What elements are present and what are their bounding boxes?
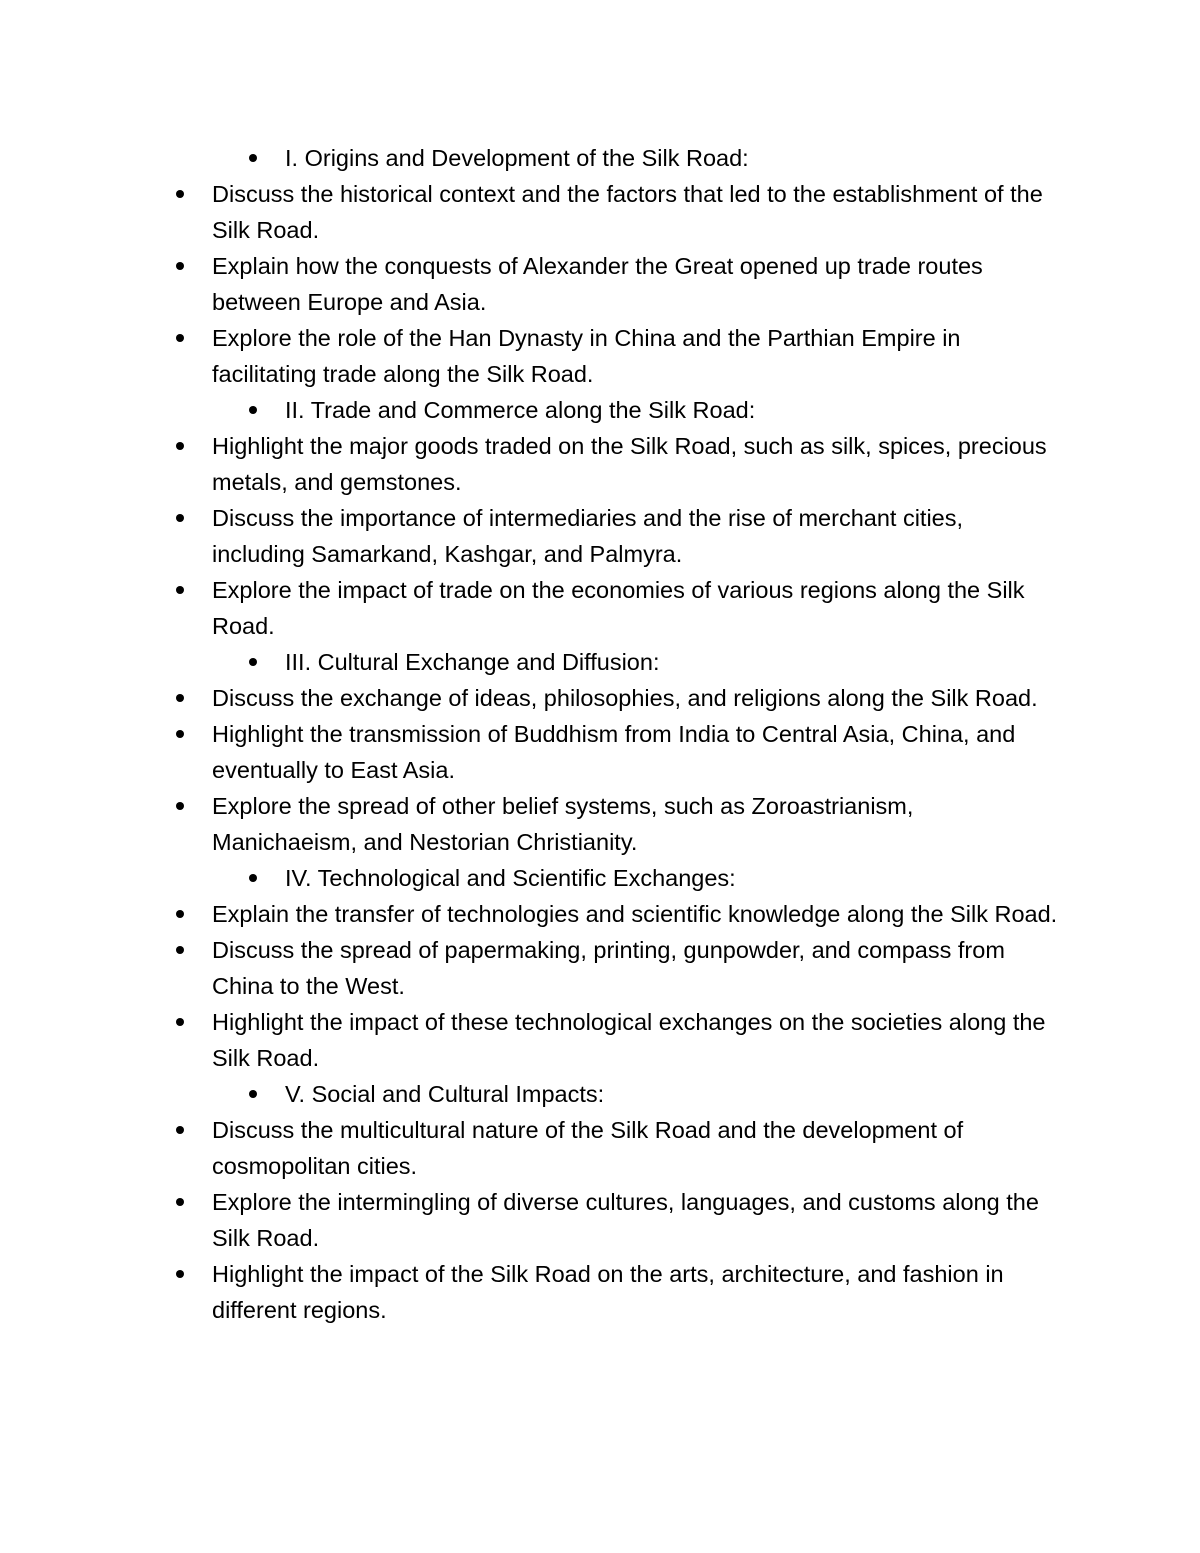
bullet-list-item <box>0 428 1062 500</box>
bullet-icon <box>249 658 257 666</box>
bullet-icon <box>249 154 257 162</box>
item-text: Explain the transfer of technologies and scientific knowledge along the Silk Road. <box>212 901 1058 927</box>
bullet-icon <box>176 1270 184 1278</box>
item-text: Highlight the impact of these technological exchanges on the societies along the Silk Road. <box>212 1009 1046 1071</box>
bullet-icon <box>176 262 184 270</box>
bullet-list-item <box>0 788 1062 860</box>
bullet-list-item <box>0 1004 1062 1076</box>
section-heading-item <box>0 1076 1085 1112</box>
bullet-icon <box>176 586 184 594</box>
item-text: III. Cultural Exchange and Diffusion: <box>285 649 660 675</box>
item-text: IV. Technological and Scientific Exchanges: <box>285 865 736 891</box>
bullet-list-item <box>0 680 1062 716</box>
bullet-icon <box>176 514 184 522</box>
bullet-icon <box>249 1090 257 1098</box>
item-text: Highlight the transmission of Buddhism from India to Central Asia, China, and eventually to East Asia. <box>212 721 1016 783</box>
bullet-icon <box>176 694 184 702</box>
bullet-icon <box>176 1126 184 1134</box>
bullet-icon <box>176 802 184 810</box>
bullet-list-item <box>0 1256 1062 1328</box>
section-heading-item <box>0 644 1085 680</box>
section-heading-item <box>0 140 1085 176</box>
item-text: Discuss the historical context and the factors that led to the establishment of the Silk Road. <box>212 181 1043 243</box>
item-text: Discuss the exchange of ideas, philosophies, and religions along the Silk Road. <box>212 685 1038 711</box>
bullet-list-item <box>0 176 1062 248</box>
item-text: II. Trade and Commerce along the Silk Road: <box>285 397 756 423</box>
bullet-icon <box>176 334 184 342</box>
bullet-list-item <box>0 896 1062 932</box>
bullet-icon <box>176 442 184 450</box>
document-body <box>0 140 1200 1328</box>
section-heading-item <box>0 860 1085 896</box>
item-text: Explore the role of the Han Dynasty in China and the Parthian Empire in facilitating trade along the Silk Road. <box>212 325 961 387</box>
item-text: Highlight the impact of the Silk Road on the arts, architecture, and fashion in different regions. <box>212 1261 1004 1323</box>
bullet-list-item <box>0 716 1062 788</box>
item-text: Discuss the importance of intermediaries and the rise of merchant cities, including Samarkand, Kashgar, and Palmyra. <box>212 505 964 567</box>
bullet-list-item <box>0 248 1062 320</box>
item-text: Explore the impact of trade on the economies of various regions along the Silk Road. <box>212 577 1025 639</box>
bullet-icon <box>176 1198 184 1206</box>
bullet-list-item <box>0 572 1062 644</box>
section-heading-item <box>0 392 1085 428</box>
bullet-list-item <box>0 320 1062 392</box>
bullet-icon <box>176 190 184 198</box>
item-text: Highlight the major goods traded on the Silk Road, such as silk, spices, precious metals, and gemstones. <box>212 433 1047 495</box>
bullet-icon <box>176 730 184 738</box>
item-text: Discuss the multicultural nature of the Silk Road and the development of cosmopolitan cities. <box>212 1117 964 1179</box>
item-text: Explore the intermingling of diverse cultures, languages, and customs along the Silk Road. <box>212 1189 1039 1251</box>
item-text: V. Social and Cultural Impacts: <box>285 1081 605 1107</box>
bullet-list-item <box>0 1112 1062 1184</box>
bullet-list-item <box>0 1184 1062 1256</box>
item-text: I. Origins and Development of the Silk Road: <box>285 145 749 171</box>
bullet-list-item <box>0 932 1062 1004</box>
bullet-icon <box>176 946 184 954</box>
item-text: Discuss the spread of papermaking, printing, gunpowder, and compass from China to the West. <box>212 937 1005 999</box>
bullet-list-item <box>0 500 1062 572</box>
bullet-icon <box>249 406 257 414</box>
bullet-icon <box>176 910 184 918</box>
item-text: Explore the spread of other belief systems, such as Zoroastrianism, Manichaeism, and Nestorian Christianity. <box>212 793 914 855</box>
bullet-icon <box>176 1018 184 1026</box>
bullet-icon <box>249 874 257 882</box>
item-text: Explain how the conquests of Alexander the Great opened up trade routes between Europe and Asia. <box>212 253 983 315</box>
